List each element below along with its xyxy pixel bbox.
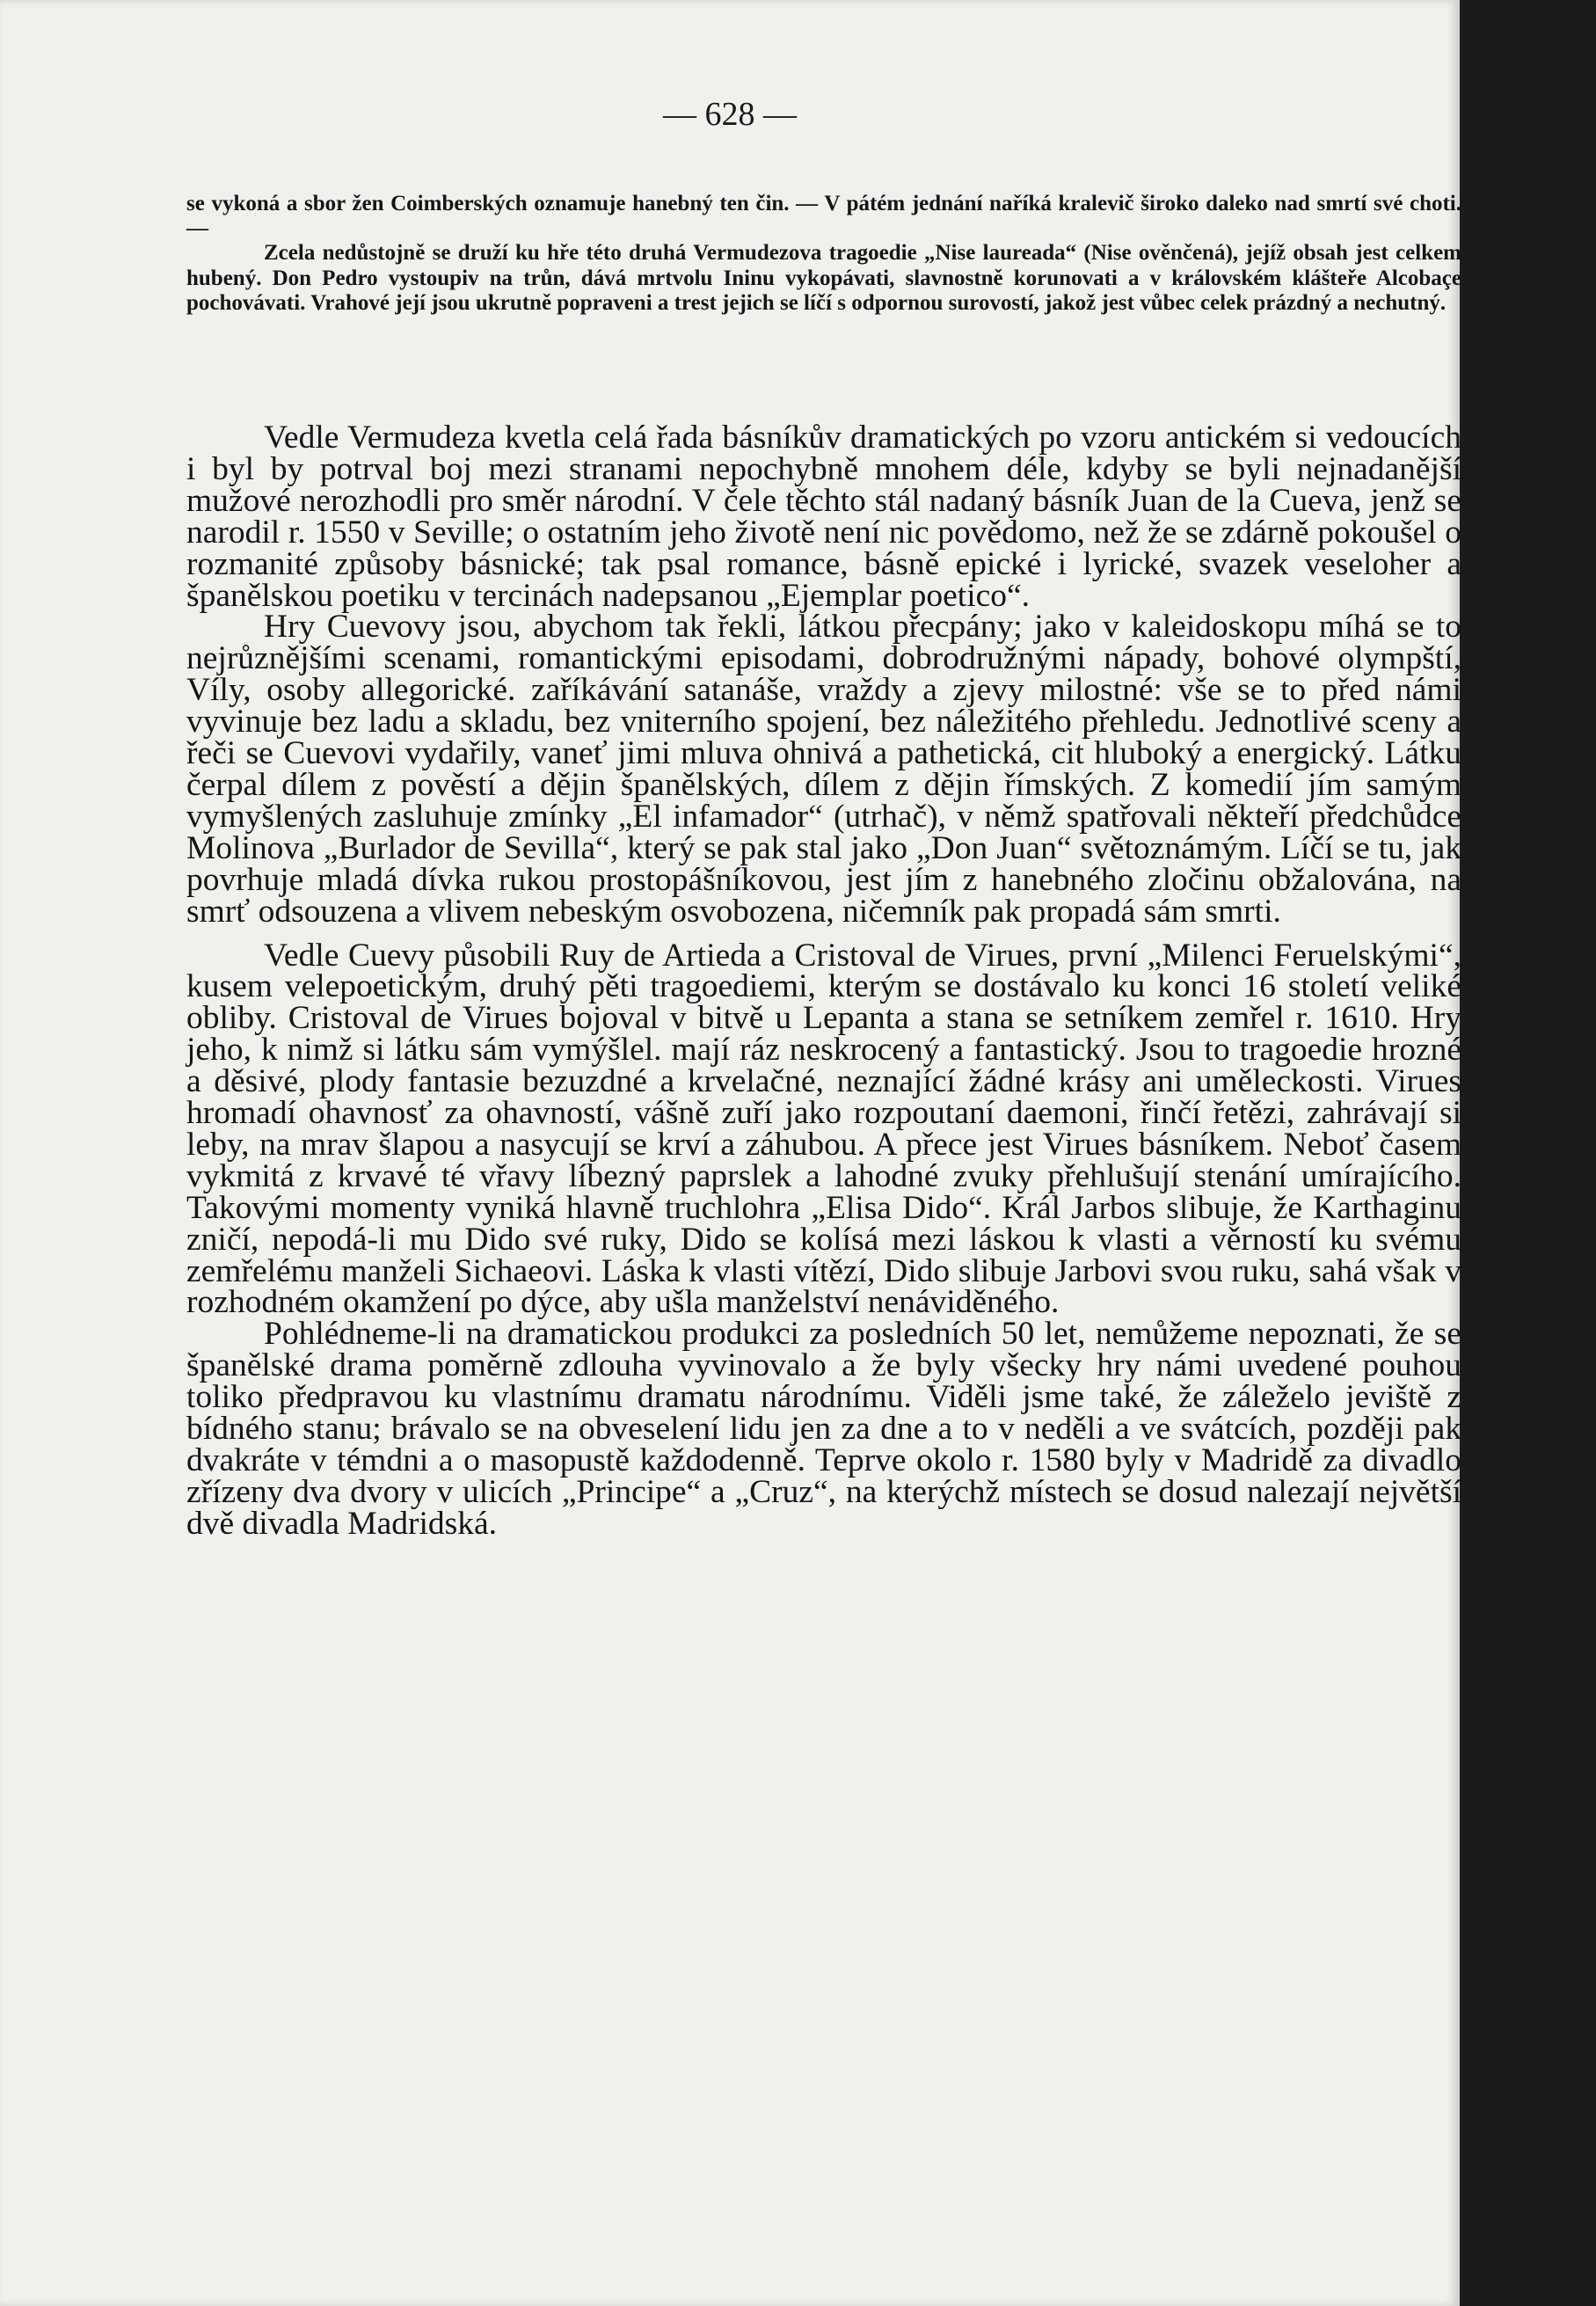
page-number: — 628 — [663, 96, 797, 133]
footnote-block [186, 192, 1461, 316]
body-paragraph: Pohlédneme-li na dramatickou produkci za posledních 50 let, nemůžeme nepoznati, že se španělské drama poměrně zdlouha vyvinovalo a že byly všecky hry námi uvedené pouhou toliko předpravou ku vlastnímu dramatu národnímu. Viděli jsme také, že záleželo jeviště z bídného stanu; brávalo se na obveselení lidu jen za dne a to v neděli a ve svátcích, později pak dvakráte v témdni a o masopustě každodenně. Teprve okolo r. 1580 byly v Madridě za divadlo zřízeny dva dvory v ulicích „Principe“ a „Cruz“, na kterýchž místech se dosud nalezají největší dvě divadla Madridská. [186, 1316, 1461, 1542]
body-paragraph: Vedle Vermudeza kvetla celá řada básníkův dramatických po vzoru antickém si vedoucích i byl by potrval boj mezi stranami nepochybně mnohem déle, kdyby se byli nejnadanější mužové nerozhodli pro směr národní. V čele těchto stál nadaný básník Juan de la Cueva, jenž se narodil r. 1550 v Seville; o ostatním jeho životě není nic povědomo, než že se zdárně pokoušel o rozmanité způsoby básnické; tak psal romance, básně epické i lyrické, svazek veseloher a španělskou poetiku v tercinách nadepsanou „Ejemplar poetico“. [186, 420, 1461, 614]
body-paragraph: Hry Cuevovy jsou, abychom tak řekli, látkou přecpány; jako v kaleidoskopu míhá se to nejrůznějšími scenami, romantickými episodami, dobrodružnými nápady, bohové olympští, Víly, osoby allegorické. zaříkávání satanáše, vraždy a zjevy milostné: vše se to před námi vyvinuje bez ladu a skladu, bez vniterního spojení, bez náležitého přehledu. Jednotlivé sceny a řeči se Cuevovi vydařily, vaneť jimi mluva ohnivá a pathetická, cit hluboký a energický. Látku čerpal dílem z pověstí a dějin španělských, dílem z dějin římských. Z komedií jím samým vymyšlených zasluhuje zmínky „El infamador“ (utrhač), v němž spatřovali někteří předchůdce Molinova „Burlador de Sevilla“, který se pak stal jako „Don Juan“ světoznámým. Líčí se tu, jak povrhuje mladá dívka rukou prostopášníkovou, jest jím z hanebného zločinu obžalována, na smrť odsouzena a vlivem nebeským osvobozena, ničemník pak propadá sám smrti. [186, 609, 1461, 930]
body-paragraph: Vedle Cuevy působili Ruy de Artieda a Cristoval de Virues, první „Milenci Feruelskými“, kusem velepoetickým, druhý pěti tragoediemi, kterým se dostávalo ku konci 16 století veliké obliby. Cristoval de Virues bojoval v bitvě u Lepanta a stana se setníkem zemřel r. 1610. Hry jeho, k nimž si látku sám vymýšlel. mají ráz neskrocený a fantastický. Jsou to tragoedie hrozné a děsivé, plody fantasie bezuzdné a krvelačné, neznající žádné krásy ani uměleckosti. Virues hromadí ohavnosť za ohavností, vášně zuří jako rozpoutaní daemoni, řinčí řetězi, zahrávají si leby, na mrav šlapou a nasycují se krví a záhubou. A přece jest Virues básníkem. Neboť časem vykmitá z krvavé té vřavy líbezný paprslek a lahodné zvuky přehlušují stenání umírajícího. Takovými momenty vyniká hlavně truchlohra „Elisa Dido“. Král Jarbos slibuje, že Karthaginu zničí, nepodá-li mu Dido své ruky, Dido se kolísá mezi láskou k vlasti a věrností ku svému zemřelému manželi Sichaeovi. Láska k vlasti vítězí, Dido slibuje Jarbovi svou ruku, sahá však v rozhodném okamžení po dýce, aby ušla manželství nenáviděného. [186, 937, 1461, 1321]
footnote-paragraph: se vykoná a sbor žen Coimberských oznamuje hanebný ten čin. — V pátém jednání naříká kralevič široko daleko nad smrtí své choti. — [186, 192, 1461, 241]
main-text-block [186, 422, 1461, 1540]
footnote-paragraph: Zcela nedůstojně se druží ku hře této druhá Vermudezova tragoedie „Nise laureada“ (Nise ověnčená), jejíž obsah jest celkem hubený. Don Pedro vystoupiv na trůn, dává mrtvolu Ininu vykopávati, slavnostně korunovati a v královském klášteře Alcobaçe pochovávati. Vrahové její jsou ukrutně popraveni a trest jejich se líčí s odpornou surovostí, jakož jest vůbec celek prázdný a nechutný. [186, 241, 1461, 315]
